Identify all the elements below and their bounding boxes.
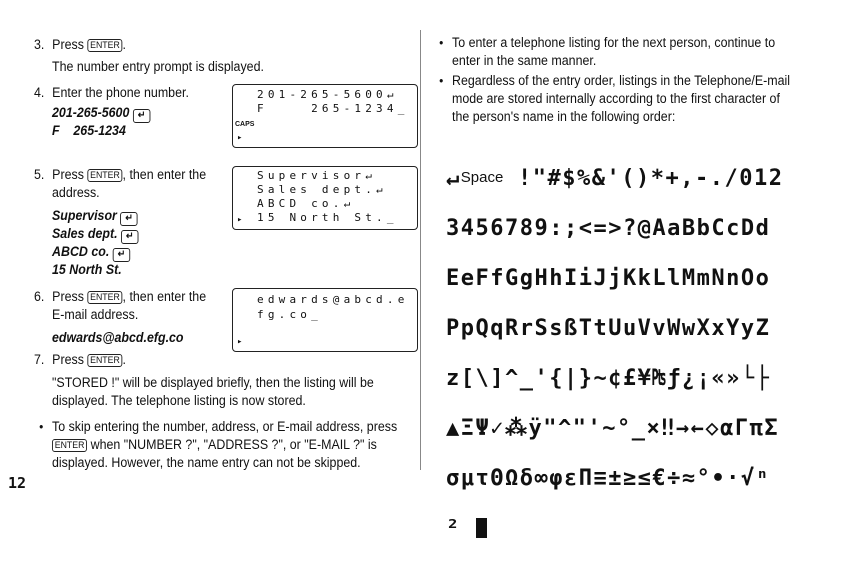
- phone-example-2: F 265-1234: [52, 123, 126, 138]
- bullet-2-line-3: the person's name in the following order:: [452, 109, 676, 124]
- step-3: [34, 36, 126, 53]
- enter-key-icon: ENTER: [87, 291, 122, 304]
- step-number: 3.: [34, 37, 45, 52]
- charset-row-4: PpQqRrSsßTtUuVvWwXxYyZ: [446, 316, 771, 341]
- phone-example-1: [52, 104, 150, 123]
- step-text: Press: [52, 289, 84, 304]
- lcd-line-2: fg.co_: [257, 308, 322, 321]
- charset-row-1: [446, 165, 783, 191]
- charset-row-8-chars: ²: [446, 516, 461, 541]
- address-example-3: [52, 243, 130, 262]
- bullet-icon: •: [439, 35, 444, 50]
- step-text: Enter the phone number.: [52, 85, 189, 100]
- lcd-email-display: [232, 288, 418, 352]
- step-text-end: .: [122, 352, 127, 367]
- bullet-1-line-2: enter in the same manner.: [452, 53, 597, 68]
- order-bullet: [439, 72, 791, 126]
- bullet-icon: •: [439, 73, 444, 88]
- charset-row-5: z[\]^_'{|}~¢£¥₧ƒ¿¡«»└├: [446, 366, 771, 391]
- lcd-line-1: edwards@abcd.e: [257, 293, 409, 306]
- skip-line-3: displayed. However, the name entry can not be skipped.: [52, 455, 361, 470]
- charset-row-2: 3456789:;<=>?@AaBbCcDd: [446, 216, 771, 241]
- next-person-bullet: [439, 34, 776, 70]
- return-key-icon: ↵: [113, 248, 130, 262]
- enter-key-icon: ENTER: [87, 354, 122, 367]
- skip-line-2: [52, 436, 397, 454]
- step-3-note: The number entry prompt is displayed.: [52, 59, 264, 74]
- return-glyph-icon: ↵: [446, 166, 461, 191]
- step-text-end: , then enter the: [122, 289, 207, 304]
- lcd-line-1: 201-265-5600↵: [257, 88, 398, 101]
- step-number: 4.: [34, 85, 45, 100]
- block-cursor-icon: [476, 518, 487, 538]
- step-7-note-1: "STORED !" will be displayed briefly, then the listing will be: [52, 375, 374, 390]
- lcd-line-4: 15 North St._: [257, 211, 398, 224]
- charset-row-6: ▲ΞΨ✓⁂ÿ"^"'~°_×‼→←◇αΓπΣ: [446, 416, 780, 441]
- caps-indicator: CAPS: [235, 121, 255, 128]
- example-text: 201-265-5600: [52, 105, 130, 120]
- return-key-icon: ↵: [121, 230, 138, 244]
- step-text-end: .: [122, 37, 127, 52]
- step-6-line2: E-mail address.: [52, 307, 139, 322]
- charset-row-3: EeFfGgHhIiJjKkLlMmNnOo: [446, 266, 771, 291]
- step-5-line2: address.: [52, 185, 100, 200]
- lcd-line-3: ABCD co.↵: [257, 197, 355, 210]
- step-text: Press: [52, 37, 84, 52]
- step-7-note-2: displayed. The telephone listing is now stored.: [52, 393, 306, 408]
- email-example: edwards@abcd.efg.co: [52, 330, 184, 345]
- step-number: 7.: [34, 352, 45, 367]
- step-text: Press: [52, 167, 84, 182]
- cursor-arrow-icon: ▸: [237, 337, 243, 347]
- address-example-2: [52, 225, 139, 244]
- enter-key-icon: ENTER: [52, 439, 87, 452]
- bullet-1-line-1: To enter a telephone listing for the next person, continue to: [452, 35, 776, 50]
- enter-key-icon: ENTER: [87, 39, 122, 52]
- bullet-2-line-2: mode are stored internally according to the first character of: [452, 91, 780, 106]
- address-example-4: 15 North St.: [52, 262, 122, 277]
- skip-line-1: To skip entering the number, address, or E-mail address, press: [52, 419, 398, 434]
- example-text: Supervisor: [52, 208, 117, 223]
- step-4: [34, 84, 189, 101]
- charset-row-1-chars: !"#$%&'()*+,-./012: [503, 166, 784, 191]
- skip-line-2-text: when "NUMBER ?", "ADDRESS ?", or "E-MAIL ?" is: [90, 437, 377, 452]
- cursor-arrow-icon: ▸: [237, 215, 243, 225]
- lcd-line-2: F 265-1234_: [257, 102, 409, 115]
- return-key-icon: ↵: [120, 212, 137, 226]
- step-6: [34, 288, 206, 305]
- charset-row-8: [446, 516, 783, 541]
- step-text-end: , then enter the: [122, 167, 207, 182]
- skip-bullet: [39, 418, 398, 472]
- step-7: [34, 351, 126, 368]
- charset-row-7: σμτΘΩδ∞φεΠ≡±≥≤€÷≈°•·√ⁿ: [446, 466, 771, 491]
- return-key-icon: ↵: [133, 109, 150, 123]
- lcd-line-2: Sales dept.↵: [257, 183, 387, 196]
- bullet-2-line-1: Regardless of the entry order, listings in the Telephone/E-mail: [452, 73, 791, 88]
- column-divider: [420, 30, 421, 470]
- step-number: 6.: [34, 289, 45, 304]
- example-text: ABCD co.: [52, 244, 110, 259]
- address-example-1: [52, 207, 138, 226]
- lcd-address-display: [232, 166, 418, 230]
- character-order-table: [446, 140, 783, 566]
- enter-key-icon: ENTER: [87, 169, 122, 182]
- lcd-line-1: Supervisor↵: [257, 169, 377, 182]
- page-number: 12: [8, 474, 27, 492]
- step-5: [34, 166, 206, 183]
- step-number: 5.: [34, 167, 45, 182]
- example-text: Sales dept.: [52, 226, 118, 241]
- lcd-phone-display: [232, 84, 418, 148]
- cursor-arrow-icon: ▸: [237, 133, 243, 143]
- space-label: Space: [460, 169, 504, 186]
- bullet-icon: •: [39, 419, 44, 434]
- step-text: Press: [52, 352, 84, 367]
